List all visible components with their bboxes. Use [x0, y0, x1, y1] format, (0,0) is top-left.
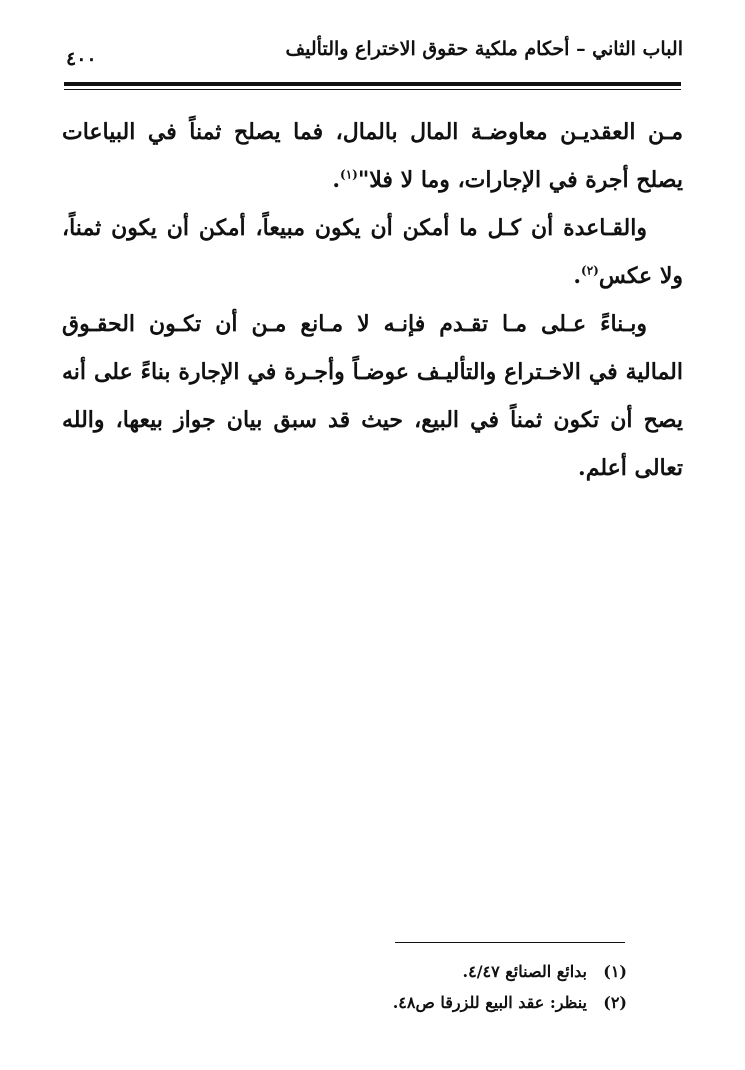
paragraph-2-end: . [573, 263, 582, 289]
paragraph-2-text: والقـاعدة أن كـل ما أمكن أن يكون مبيعاً، أمكن أن يكون ثمناً، ولا عكس [62, 215, 683, 289]
footnote-ref-2[interactable]: (٢) [581, 263, 599, 278]
footnote-number: (١) [603, 962, 627, 981]
footnote-number: (٢) [603, 993, 627, 1012]
footnote-1 [393, 956, 627, 987]
main-text [62, 108, 683, 492]
header-rule-thin [64, 89, 681, 90]
paragraph-2 [62, 204, 683, 300]
footnote-text: بدائع الصنائع ٤/٤٧. [462, 962, 587, 981]
footnotes [393, 956, 627, 1018]
footnote-text: ينظر: عقد البيع للزرقا ص٤٨. [392, 993, 587, 1012]
footnote-separator [395, 942, 625, 943]
header-rule-thick [64, 82, 681, 86]
page-number: ٤٠٠ [66, 48, 97, 70]
footnote-2 [393, 987, 627, 1018]
paragraph-1-text: مـن العقديـن معاوضـة المال بالمال، فما يصلح ثمناً في البياعات يصلح أجرة في الإجارات، وما لا فلا" [62, 119, 683, 193]
footnote-ref-1[interactable]: (١) [340, 167, 358, 182]
paragraph-1 [62, 108, 683, 204]
running-header [62, 34, 683, 74]
paragraph-3 [62, 300, 683, 492]
paragraph-3-text: وبـناءً عـلى مـا تقـدم فإنـه لا مـانع مـن أن تكـون الحقـوق المالية في الاخـتراع والتأليـف عوضـاً وأجـرة في الإجارة بناءً على أنه يصح أن تكون ثمناً في البيع، حيث قد سبق بيان جواز بيعها، والله تعالى أعلم. [62, 311, 683, 481]
paragraph-1-end: . [332, 167, 341, 193]
header-title: الباب الثاني – أحكام ملكية حقوق الاختراع والتأليف [285, 38, 683, 60]
